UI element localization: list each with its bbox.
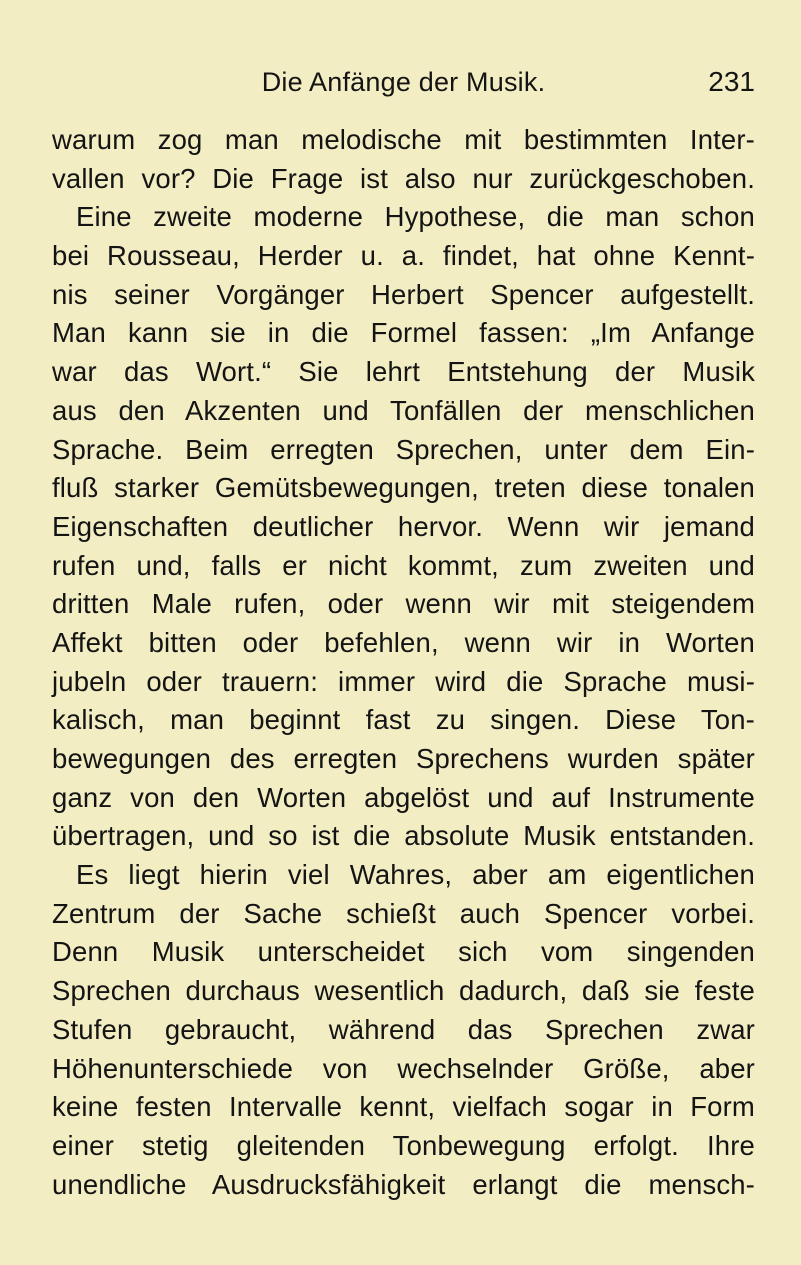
text-line: Stufen gebraucht, während das Sprechen zwar <box>52 1013 755 1045</box>
text-line: keine festen Intervalle kennt, vielfach sogar in Form <box>52 1091 755 1123</box>
text-line: Zentrum der Sache schießt auch Spencer vorbei. <box>52 897 755 929</box>
page-number: 231 <box>708 66 755 97</box>
text-line: einer stetig gleitenden Tonbewegung erfolgt. Ihre <box>52 1129 755 1161</box>
text-line: unendliche Ausdrucksfähigkeit erlangt die mensch- <box>52 1168 755 1200</box>
text-line: war das Wort.“ Sie lehrt Entstehung der Musik <box>52 356 755 388</box>
body-text <box>52 121 755 1204</box>
text-line: Eigenschaften deutlicher hervor. Wenn wir jemand <box>52 510 755 542</box>
text-line: Man kann sie in die Formel fassen: „Im Anfange <box>52 317 755 349</box>
running-title: Die Anfänge der Musik. <box>261 67 546 97</box>
text-line: fluß starker Gemütsbewegungen, treten diese tonalen <box>52 472 755 504</box>
text-line: Es liegt hierin viel Wahres, aber am eigentlichen <box>76 859 755 891</box>
text-line: ganz von den Worten abgelöst und auf Instrumente <box>52 781 755 813</box>
text-line: übertragen, und so ist die absolute Musik entstanden. <box>52 820 755 852</box>
text-line: Sprechen durchaus wesentlich dadurch, daß sie feste <box>52 975 755 1007</box>
text-line: kalisch, man beginnt fast zu singen. Diese Ton- <box>52 704 755 736</box>
text-line: Sprache. Beim erregten Sprechen, unter dem Ein- <box>52 433 755 465</box>
text-line: vallen vor? Die Frage ist also nur zurückgeschoben. <box>52 162 755 194</box>
text-line: jubeln oder trauern: immer wird die Sprache musi- <box>52 665 755 697</box>
text-line: bei Rousseau, Herder u. a. findet, hat ohne Kennt- <box>52 240 755 272</box>
text-line: aus den Akzenten und Tonfällen der menschlichen <box>52 394 755 426</box>
text-line: rufen und, falls er nicht kommt, zum zweiten und <box>52 549 755 581</box>
text-line: warum zog man melodische mit bestimmten Inter- <box>52 124 755 155</box>
text-line: Höhenunterschiede von wechselnder Größe, aber <box>52 1052 755 1084</box>
text-line: dritten Male rufen, oder wenn wir mit steigendem <box>52 588 755 620</box>
text-line: Denn Musik unterscheidet sich vom singenden <box>52 936 755 968</box>
text-line: Affekt bitten oder befehlen, wenn wir in Worten <box>52 626 755 658</box>
text-line: Eine zweite moderne Hypothese, die man schon <box>76 201 755 233</box>
running-head <box>52 62 755 102</box>
text-line: nis seiner Vorgänger Herbert Spencer aufgestellt. <box>52 278 755 310</box>
text-line: bewegungen des erregten Sprechens wurden später <box>52 743 755 774</box>
